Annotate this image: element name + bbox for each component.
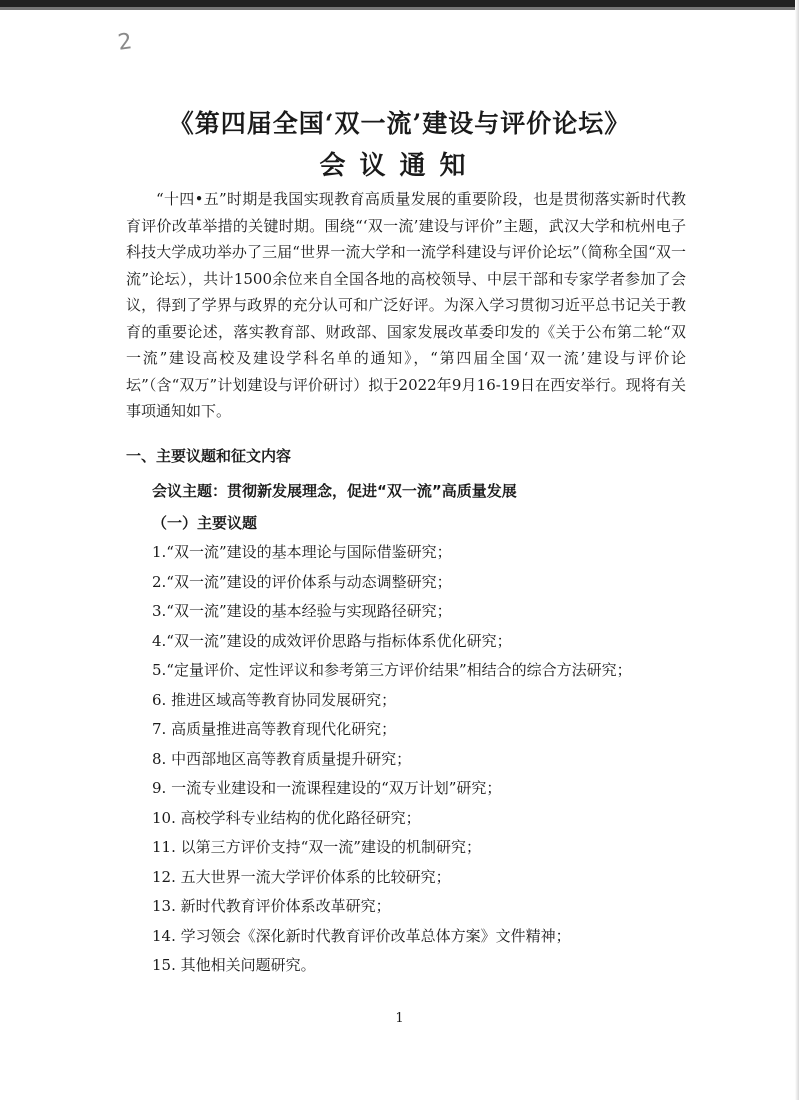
- list-item: 10. 高校学科专业结构的优化路径研究；: [152, 808, 421, 827]
- list-item: 12. 五大世界一流大学评价体系的比较研究；: [152, 867, 451, 886]
- section-heading-topics: 一、主要议题和征文内容: [126, 447, 292, 465]
- scan-edge-top: [0, 0, 799, 7]
- list-item: 5.“定量评价、定性评议和参考第三方评价结果”相结合的综合方法研究；: [152, 661, 632, 679]
- list-item: 11. 以第三方评价支持“双一流”建设的机制研究；: [152, 838, 481, 856]
- list-item: 15. 其他相关问题研究。: [152, 956, 316, 974]
- handwritten-page-mark: 2: [116, 29, 134, 56]
- conference-theme-label: 会议主题：: [152, 482, 228, 500]
- conference-theme: [152, 480, 517, 501]
- list-item: 13. 新时代教育评价体系改革研究；: [152, 897, 391, 915]
- list-item: 4.“双一流”建设的成效评价思路与指标体系优化研究；: [152, 631, 512, 650]
- list-item: 8. 中西部地区高等教育质量提升研究；: [152, 749, 412, 768]
- page-number: 1: [395, 1011, 404, 1026]
- topic-list: [152, 538, 632, 981]
- subsection-heading-main-topics: （一）主要议题: [152, 514, 258, 532]
- list-item: 3.“双一流”建设的基本经验与实现路径研究；: [152, 602, 452, 620]
- document-title: 《第四届全国‘双一流’建设与评价论坛》: [168, 109, 631, 138]
- list-item: 9. 一流专业建设和一流课程建设的“双万计划”研究；: [152, 779, 502, 797]
- list-item: 6. 推进区域高等教育协同发展研究；: [152, 690, 397, 709]
- list-item: 14. 学习领会《深化新时代教育评价改革总体方案》文件精神；: [152, 926, 571, 945]
- list-item: 2.“双一流”建设的评价体系与动态调整研究；: [152, 572, 452, 591]
- conference-theme-value: 贯彻新发展理念，促进“双一流”高质量发展: [227, 482, 517, 500]
- intro-paragraph: “十四•五”时期是我国实现教育高质量发展的重要阶段，也是贯彻落实新时代教育评价改革举措的关键时期。围绕“‘双一流’建设与评价”主题，武汉大学和杭州电子科技大学成功举办了三届“世界一流大学和一流学科建设与评价论坛”（简称全国“双一流”论坛），共计1500余位来自全国各地的高校领导、中层干部和专家学者参加了会议，得到了学界与政界的充分认可和广泛好评。为深入学习贯彻习近平总书记关于教育的重要论述，落实教育部、财政部、国家发展改革委印发的《关于公布第二轮“双一流”建设高校及建设学科名单的通知》，“第四届全国‘双一流’建设与评价论坛”（含“双万”计划建设与评价研讨）拟于2022年9月16-19日在西安举行。现将有关事项通知如下。: [126, 190, 686, 420]
- list-item: 7. 高质量推进高等教育现代化研究；: [152, 720, 397, 738]
- document-subtitle: 会议通知: [319, 151, 480, 181]
- scan-edge-top-shadow: [0, 7, 799, 10]
- list-item: 1.“双一流”建设的基本理论与国际借鉴研究；: [152, 543, 452, 561]
